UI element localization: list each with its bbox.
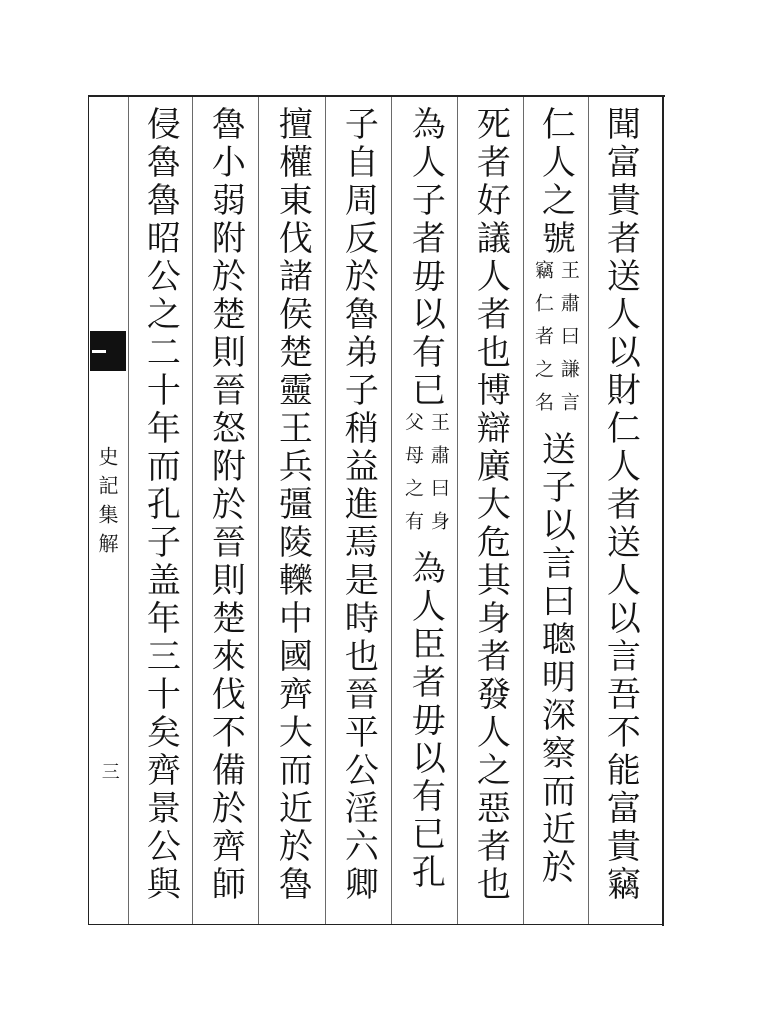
text-column-6 [262, 106, 322, 918]
text-column-8 [130, 106, 190, 918]
main-text: 為人臣者毋以有已孔 [405, 550, 446, 892]
text-column-2 [525, 106, 585, 918]
commentary-note [401, 412, 449, 544]
main-text: 侵魯魯昭公之二十年而孔子盖年三十矣齊景公與 [140, 106, 181, 904]
column-separator [325, 97, 326, 924]
column-separator [391, 97, 392, 924]
fishtail-notch [92, 350, 106, 353]
column-separator [192, 97, 193, 924]
commentary-line-right: 王肅曰謙言 [557, 260, 580, 425]
column-separator [457, 97, 458, 924]
commentary-line-left: 父母之有 [402, 412, 424, 544]
column-separator [523, 97, 524, 924]
main-text: 為人子者毋以有已 [405, 106, 446, 410]
text-column-5 [328, 106, 388, 918]
main-text: 仁人之號 [535, 106, 576, 258]
column-separator [588, 97, 589, 924]
column-separator [258, 97, 259, 924]
commentary-line-right: 王肅曰身 [427, 412, 450, 544]
column-separator [128, 97, 129, 924]
frame-left-rule [88, 95, 89, 925]
frame-bottom-rule [88, 924, 664, 925]
main-text: 擅權東伐諸侯楚靈王兵彊陵轢中國齊大而近於魯 [272, 106, 313, 904]
main-text: 送子以言曰聰明深察而近於 [535, 431, 576, 887]
main-text: 魯小弱附於楚則晉怒附於晉則楚來伐不備於齊師 [205, 106, 246, 904]
text-column-4 [395, 106, 455, 918]
text-column-1 [590, 106, 650, 918]
main-text: 子自周反於魯弟子稍益進焉是時也晉平公淫六卿 [338, 106, 379, 904]
margin-page-number: 三 [98, 762, 120, 780]
main-text: 聞富貴者送人以財仁人者送人以言吾不能富貴竊 [600, 106, 641, 904]
commentary-note [531, 260, 579, 425]
margin-book-title: 史記集解 [95, 446, 119, 562]
frame-top-rule [88, 95, 665, 97]
main-text: 死者好議人者也博辯廣大危其身者發人之惡者也 [470, 106, 511, 904]
text-column-3 [460, 106, 520, 918]
commentary-line-left: 竊仁者之名 [532, 260, 554, 425]
frame-right-rule [662, 95, 664, 926]
text-column-7 [195, 106, 255, 918]
